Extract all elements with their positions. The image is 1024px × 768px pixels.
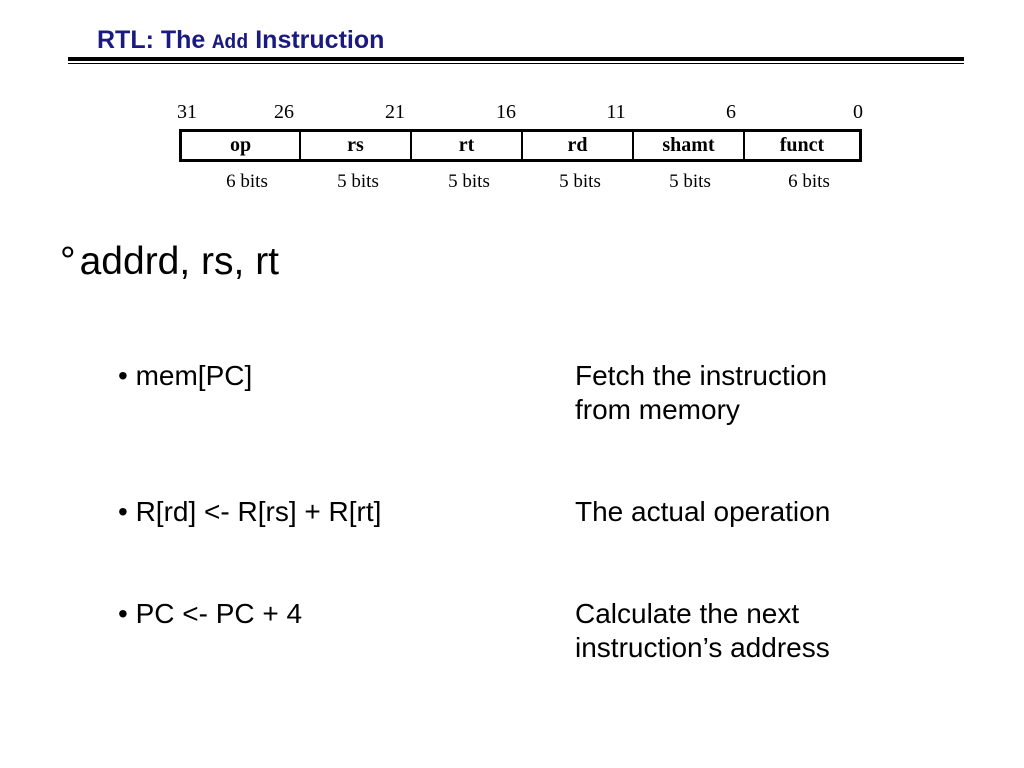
field-rt: rt	[410, 132, 521, 159]
step-fetch-description-line2: from memory	[575, 394, 740, 425]
bit-position-11: 11	[606, 101, 626, 123]
title-code: Add	[212, 32, 249, 55]
step-execute-description	[575, 495, 830, 529]
field-rs: rs	[299, 132, 410, 159]
bit-position-26: 26	[274, 101, 294, 123]
instruction-syntax	[60, 240, 279, 284]
width-shamt: 5 bits	[669, 171, 711, 192]
bit-position-16: 16	[496, 101, 516, 123]
width-rs: 5 bits	[337, 171, 379, 192]
instruction-operands: rd, rs, rt	[144, 240, 280, 283]
width-op: 6 bits	[226, 171, 268, 192]
step-fetch-rtl: • mem[PC]	[118, 360, 253, 391]
step-pc-update-description-line2: instruction’s address	[575, 632, 830, 663]
slide-title	[97, 26, 384, 55]
degree-bullet: °	[60, 240, 76, 283]
field-shamt: shamt	[632, 132, 743, 159]
title-rule-thick	[68, 57, 964, 61]
title-prefix: RTL: The	[97, 26, 213, 54]
step-fetch-description	[575, 359, 827, 427]
instruction-mnemonic: add	[79, 240, 145, 283]
step-execute-rtl: • R[rd] <- R[rs] + R[rt]	[118, 496, 382, 527]
step-pc-update-description-line1: Calculate the next	[575, 598, 800, 629]
title-suffix: Instruction	[248, 26, 385, 54]
step-pc-update-rtl: • PC <- PC + 4	[118, 598, 303, 629]
step-execute-description-line1: The actual operation	[575, 496, 831, 527]
title-rule-thin	[68, 63, 964, 64]
bit-position-6: 6	[726, 101, 736, 123]
field-op: op	[229, 134, 252, 156]
width-funct: 6 bits	[788, 171, 830, 192]
width-rt: 5 bits	[448, 171, 490, 192]
bit-position-31: 31	[177, 101, 197, 123]
width-rd: 5 bits	[559, 171, 601, 192]
step-fetch-description-line1: Fetch the instruction	[575, 360, 828, 391]
bit-position-0: 0	[853, 101, 863, 123]
field-rd: rd	[521, 132, 632, 159]
bit-position-21: 21	[385, 101, 405, 123]
field-funct: funct	[743, 132, 859, 159]
instruction-fields-row	[179, 129, 862, 162]
step-pc-update-description	[575, 597, 830, 665]
